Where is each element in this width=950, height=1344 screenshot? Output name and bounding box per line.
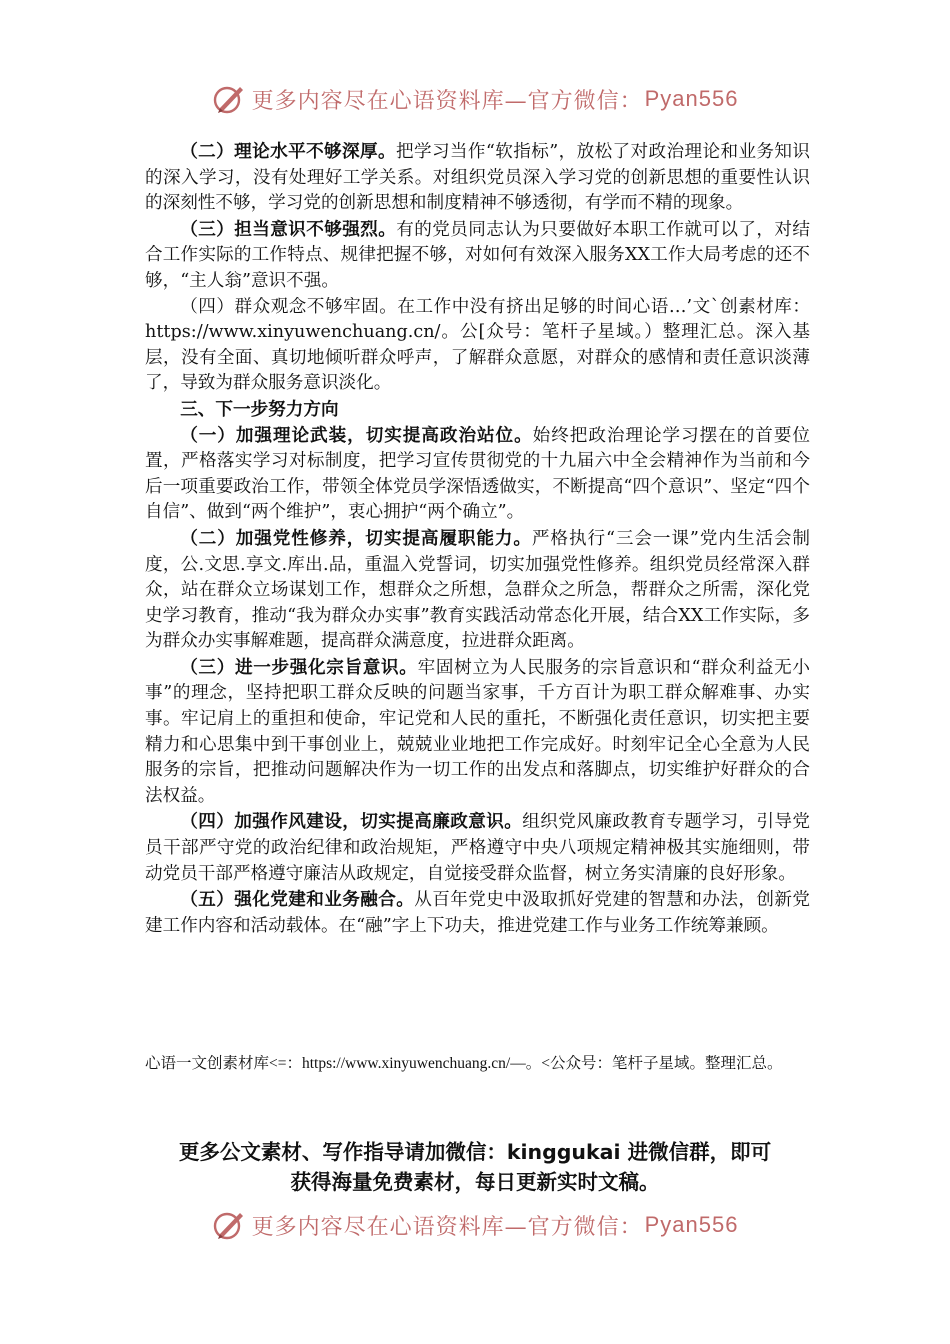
pen-logo-icon [212, 1208, 246, 1242]
footer-banner [0, 1208, 950, 1242]
document-body [145, 139, 810, 939]
paragraph: （四）群众观念不够牢固。在工作中没有挤出足够的时间心语…’文`创素材库：https://www.xinyuwenchuang.cn/。公[众号：笔杆子星域。）整理汇总。深入基层，没有全面、真切地倾听群众呼声，了解群众意愿，对群众的感情和责任意识淡薄了，导致为群众服务意识淡化。 [145, 296, 810, 394]
pen-logo-icon [212, 82, 246, 116]
paragraph: （二）加强党性修养，切实提高履职能力。严格执行“三会一课”党内生活会制度，公.文思.享文.库出.品，重温入党誓词，切实加强党性修养。组织党员经常深入群众，站在群众立场谋划工作，想群众之所想，急群众之所急，帮群众之所需，深化党史学习教育，推动“我为群众办实事”教育实践活动常态化开展，结合XX工作实际，多为群众办实事解难题，提高群众满意度，拉进群众距离。 [145, 527, 810, 652]
paragraph: （二）理论水平不够深厚。把学习当作“软指标”，放松了对政治理论和业务知识的深入学习，没有处理好工学关系。对组织党员深入学习党的创新思想的重要性认识的深刻性不够，学习党的创新思想和制度精神不够透彻，有学而不精的现象。 [145, 141, 810, 214]
paragraph: （三）进一步强化宗旨意识。牢固树立为人民服务的宗旨意识和“群众利益无小事”的理念，坚持把职工群众反映的问题当家事，千方百计为职工群众解难事、办实事。牢记肩上的重担和使命，牢记党和人民的重托，不断强化责任意识，切实把主要精力和心思集中到干事创业上，兢兢业业地把工作完成好。时刻牢记全心全意为人民服务的宗旨，把推动问题解决作为一切工作的出发点和落脚点，切实维护好群众的合法权益。 [145, 656, 810, 806]
section-heading: 三、下一步努力方向 [180, 398, 339, 420]
paragraph: （一）加强理论武装，切实提高政治站位。始终把政治理论学习摆在的首要位置，严格落实学习对标制度，把学习宣传贯彻党的十九届六中全会精神作为当前和今后一项重要政治工作，带领全体党员学深悟透做实，不断提高“四个意识”、坚定“四个自信”、做到“两个维护”，衷心拥护“两个确立”。 [145, 424, 810, 523]
paragraph: （四）加强作风建设，切实提高廉政意识。组织党风廉政教育专题学习，引导党员干部严守党的政治纪律和政治规矩，严格遵守中央八项规定精神极其实施细则，带动党员干部严格遵守廉洁从政规定，自觉接受群众监督，树立务实清廉的良好形象。 [145, 811, 810, 884]
promo-notice [120, 1137, 830, 1197]
promo-line: 更多公文素材、写作指导请加微信：kinggukai 进微信群，即可 [178, 1140, 772, 1164]
banner-wechat-id: Pyan556 [644, 86, 739, 111]
promo-line: 获得海量免费素材，每日更新实时文稿。 [290, 1170, 660, 1194]
banner-brand-text: 更多内容尽在心语资料库—官方微信： [251, 88, 643, 114]
paragraph: （五）强化党建和业务融合。从百年党史中汲取抓好党建的智慧和办法，创新党建工作内容和活动载体。在“融”字上下功夫，推进党建工作与业务工作统筹兼顾。 [145, 889, 810, 936]
source-footnote: 心语一文创素材库<=：https://www.xinyuwenchuang.cn/—。<公众号：笔杆子星域。整理汇总。 [145, 1055, 783, 1072]
banner-brand-text: 更多内容尽在心语资料库—官方微信： [251, 1214, 643, 1240]
paragraph: （三）担当意识不够强烈。有的党员同志认为只要做好本职工作就可以了，对结合工作实际的工作特点、规律把握不够，对如何有效深入服务XX工作大局考虑的还不够，“主人翁”意识不强。 [145, 218, 810, 291]
banner-wechat-id: Pyan556 [644, 1212, 739, 1237]
header-banner [0, 82, 950, 116]
